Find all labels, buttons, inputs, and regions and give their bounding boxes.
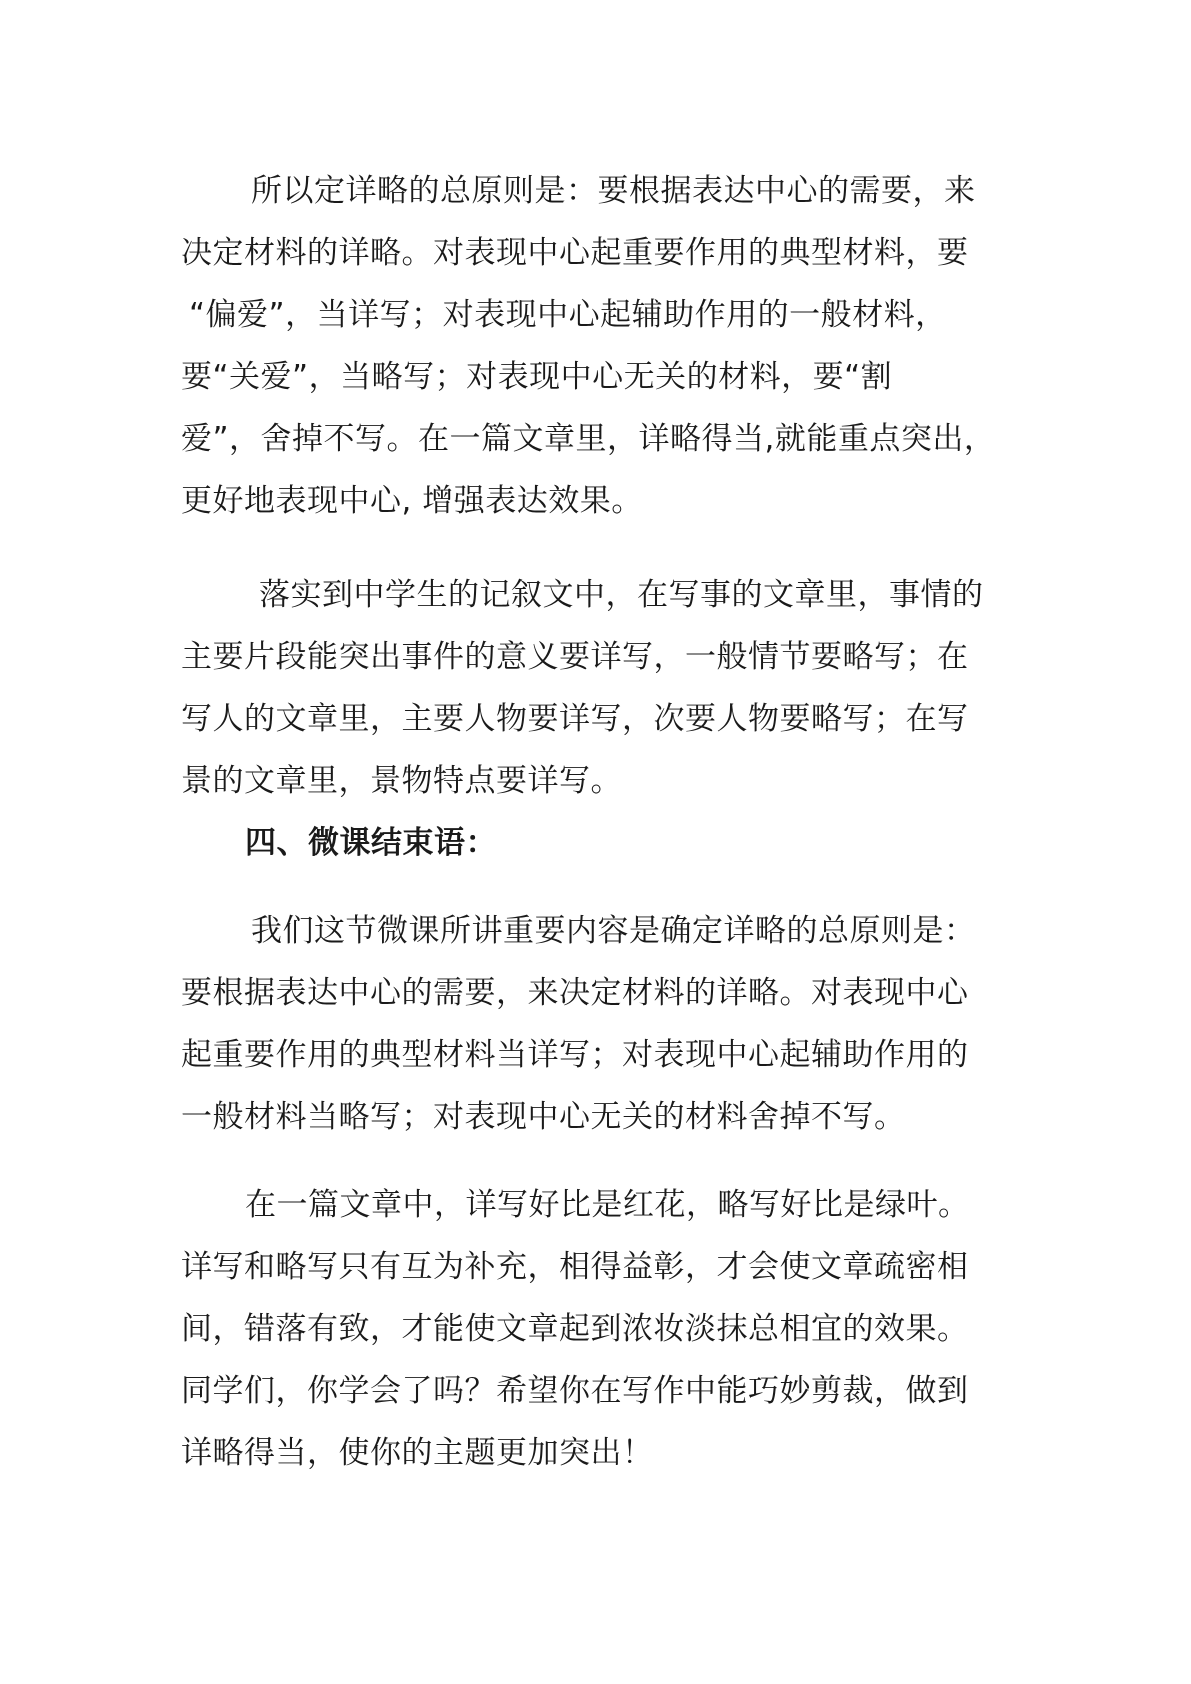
paragraph-1-line-6: 更好地表现中心, 增强表达效果。	[181, 483, 643, 519]
paragraph-2-line-4: 景的文章里，景物特点要详写。	[181, 763, 622, 799]
paragraph-2-line-3: 写人的文章里，主要人物要详写，次要人物要略写；在写	[181, 701, 969, 737]
paragraph-3-line-3: 起重要作用的典型材料当详写；对表现中心起辅助作用的	[181, 1037, 969, 1073]
paragraph-3-line-4: 一般材料当略写；对表现中心无关的材料舍掉不写。	[181, 1099, 906, 1135]
paragraph-2-line-2: 主要片段能突出事件的意义要详写，一般情节要略写；在	[181, 639, 969, 675]
paragraph-4-line-1: 在一篇文章中，详写好比是红花，略写好比是绿叶。	[245, 1187, 970, 1223]
paragraph-3-line-2: 要根据表达中心的需要，来决定材料的详略。对表现中心	[181, 975, 969, 1011]
paragraph-4-line-2: 详写和略写只有互为补充，相得益彰，才会使文章疏密相	[181, 1249, 969, 1285]
paragraph-4-line-4: 同学们，你学会了吗？希望你在写作中能巧妙剪裁，做到	[181, 1373, 969, 1409]
paragraph-2-line-1: 落实到中学生的记叙文中，在写事的文章里，事情的	[259, 577, 984, 613]
paragraph-1-line-3: “偏爱”，当详写；对表现中心起辅助作用的一般材料，	[189, 297, 947, 333]
paragraph-3-line-1: 我们这节微课所讲重要内容是确定详略的总原则是：	[251, 913, 976, 949]
paragraph-1-line-4: 要“关爱”，当略写；对表现中心无关的材料，要“割	[181, 359, 893, 395]
paragraph-1-line-2: 决定材料的详略。对表现中心起重要作用的典型材料，要	[181, 235, 969, 271]
paragraph-4-line-5: 详略得当，使你的主题更加突出！	[181, 1435, 654, 1471]
paragraph-4-line-3: 间，错落有致，才能使文章起到浓妆淡抹总相宜的效果。	[181, 1311, 969, 1347]
paragraph-1-line-5: 爱”，舍掉不写。在一篇文章里，详略得当,就能重点突出，	[181, 421, 996, 457]
section-heading: 四、微课结束语：	[245, 825, 497, 861]
paragraph-1-line-1: 所以定详略的总原则是：要根据表达中心的需要，来	[251, 173, 976, 209]
